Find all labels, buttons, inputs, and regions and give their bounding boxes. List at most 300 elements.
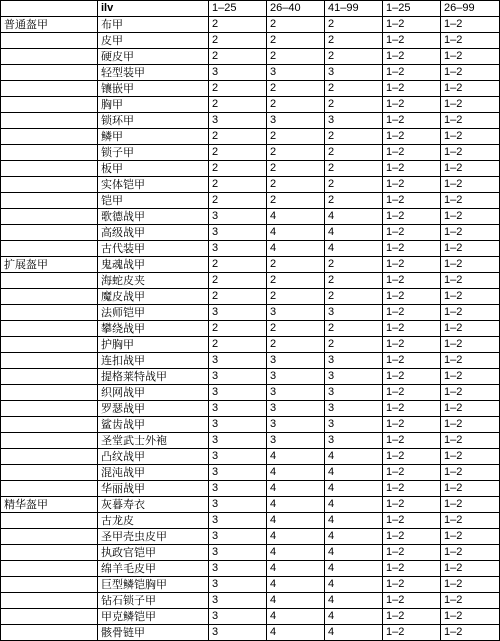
value-cell: 1–2 [441,609,500,625]
header-row [1,1,500,17]
value-cell: 1–2 [441,161,500,177]
table-row [1,369,500,385]
armor-name-cell: 混沌战甲 [98,465,209,481]
table-row [1,113,500,129]
value-cell: 2 [325,17,383,33]
value-cell: 3 [267,369,325,385]
armor-name-cell: 鲨齿战甲 [98,417,209,433]
value-cell: 2 [325,97,383,113]
value-cell: 1–2 [441,65,500,81]
category-cell [1,305,98,321]
category-cell [1,129,98,145]
armor-name-cell: 鬼魂战甲 [98,257,209,273]
value-cell: 2 [267,145,325,161]
value-cell: 2 [209,193,267,209]
category-cell [1,625,98,641]
value-cell: 3 [209,65,267,81]
value-cell: 1–2 [383,353,441,369]
table-row [1,401,500,417]
category-cell: 扩展盔甲 [1,257,98,273]
category-cell [1,465,98,481]
value-cell: 1–2 [383,81,441,97]
value-cell: 1–2 [441,593,500,609]
value-cell: 4 [267,545,325,561]
header-range-5: 26–99 [441,1,500,17]
value-cell: 4 [267,561,325,577]
value-cell: 2 [325,321,383,337]
value-cell: 2 [325,273,383,289]
value-cell: 1–2 [383,545,441,561]
value-cell: 2 [209,257,267,273]
armor-name-cell: 巨型鳞铠胸甲 [98,577,209,593]
category-cell [1,385,98,401]
value-cell: 1–2 [441,33,500,49]
category-cell [1,481,98,497]
value-cell: 1–2 [441,465,500,481]
value-cell: 3 [209,545,267,561]
value-cell: 4 [267,497,325,513]
value-cell: 1–2 [441,177,500,193]
armor-name-cell: 攀绕战甲 [98,321,209,337]
value-cell: 4 [267,609,325,625]
value-cell: 3 [209,593,267,609]
value-cell: 2 [267,273,325,289]
category-cell [1,33,98,49]
value-cell: 1–2 [441,433,500,449]
armor-name-cell: 圣甲壳虫皮甲 [98,529,209,545]
value-cell: 3 [209,529,267,545]
value-cell: 2 [267,321,325,337]
category-cell [1,401,98,417]
table-row [1,241,500,257]
category-cell [1,209,98,225]
value-cell: 3 [209,401,267,417]
category-cell [1,49,98,65]
value-cell: 2 [209,49,267,65]
value-cell: 3 [209,385,267,401]
table-row [1,449,500,465]
header-category [1,1,98,17]
value-cell: 1–2 [383,97,441,113]
value-cell: 4 [325,561,383,577]
value-cell: 1–2 [441,17,500,33]
value-cell: 4 [325,465,383,481]
table-row [1,561,500,577]
value-cell: 4 [267,625,325,641]
value-cell: 1–2 [383,401,441,417]
value-cell: 1–2 [441,497,500,513]
table-row [1,289,500,305]
value-cell: 4 [325,497,383,513]
value-cell: 1–2 [441,321,500,337]
armor-name-cell: 锁环甲 [98,113,209,129]
armor-name-cell: 歌德战甲 [98,209,209,225]
value-cell: 3 [267,401,325,417]
value-cell: 2 [267,161,325,177]
value-cell: 1–2 [383,449,441,465]
table-row [1,273,500,289]
value-cell: 2 [209,289,267,305]
value-cell: 1–2 [441,129,500,145]
value-cell: 4 [325,577,383,593]
armor-name-cell: 华丽战甲 [98,481,209,497]
value-cell: 4 [267,529,325,545]
armor-name-cell: 连扣战甲 [98,353,209,369]
category-cell [1,353,98,369]
value-cell: 2 [325,49,383,65]
category-cell [1,241,98,257]
value-cell: 1–2 [383,161,441,177]
armor-name-cell: 板甲 [98,161,209,177]
value-cell: 1–2 [441,97,500,113]
value-cell: 2 [209,161,267,177]
table-row [1,545,500,561]
value-cell: 2 [267,177,325,193]
value-cell: 1–2 [383,129,441,145]
value-cell: 3 [209,449,267,465]
table-row [1,321,500,337]
value-cell: 1–2 [383,481,441,497]
value-cell: 2 [209,177,267,193]
value-cell: 3 [209,609,267,625]
table-row [1,385,500,401]
value-cell: 3 [325,305,383,321]
value-cell: 1–2 [441,81,500,97]
category-cell [1,417,98,433]
value-cell: 3 [209,241,267,257]
value-cell: 3 [209,353,267,369]
value-cell: 1–2 [441,561,500,577]
value-cell: 4 [267,481,325,497]
value-cell: 1–2 [383,257,441,273]
value-cell: 1–2 [441,241,500,257]
armor-name-cell: 执政官铠甲 [98,545,209,561]
value-cell: 3 [209,561,267,577]
value-cell: 2 [325,193,383,209]
value-cell: 3 [325,65,383,81]
value-cell: 4 [267,593,325,609]
value-cell: 4 [267,225,325,241]
value-cell: 3 [209,465,267,481]
armor-name-cell: 罗瑟战甲 [98,401,209,417]
value-cell: 1–2 [441,529,500,545]
armor-name-cell: 钻石锁子甲 [98,593,209,609]
category-cell [1,609,98,625]
value-cell: 2 [325,177,383,193]
armor-name-cell: 鳞甲 [98,129,209,145]
value-cell: 1–2 [383,385,441,401]
value-cell: 3 [209,625,267,641]
value-cell: 3 [267,433,325,449]
category-cell: 普通盔甲 [1,17,98,33]
armor-name-cell: 凸纹战甲 [98,449,209,465]
table-row [1,433,500,449]
value-cell: 1–2 [441,577,500,593]
value-cell: 3 [325,433,383,449]
table-row [1,161,500,177]
header-range-1: 1–25 [209,1,267,17]
value-cell: 4 [325,481,383,497]
header-item-level: ilv [98,1,209,17]
value-cell: 1–2 [441,209,500,225]
table-row [1,209,500,225]
armor-name-cell: 实体铠甲 [98,177,209,193]
value-cell: 3 [209,209,267,225]
table-row [1,625,500,641]
value-cell: 1–2 [441,353,500,369]
value-cell: 1–2 [441,113,500,129]
value-cell: 2 [209,17,267,33]
armor-name-cell: 提格莱特战甲 [98,369,209,385]
category-cell [1,289,98,305]
value-cell: 4 [325,625,383,641]
value-cell: 1–2 [383,369,441,385]
value-cell: 2 [267,81,325,97]
value-cell: 1–2 [383,193,441,209]
value-cell: 1–2 [441,401,500,417]
value-cell: 1–2 [441,49,500,65]
table-row [1,49,500,65]
value-cell: 1–2 [383,625,441,641]
value-cell: 2 [325,337,383,353]
value-cell: 3 [209,433,267,449]
value-cell: 3 [267,65,325,81]
value-cell: 1–2 [383,289,441,305]
value-cell: 1–2 [441,273,500,289]
value-cell: 1–2 [383,417,441,433]
table-row [1,529,500,545]
category-cell [1,593,98,609]
category-cell [1,273,98,289]
category-cell [1,97,98,113]
armor-name-cell: 铠甲 [98,193,209,209]
value-cell: 1–2 [383,465,441,481]
value-cell: 3 [325,353,383,369]
table-row [1,497,500,513]
table-row [1,609,500,625]
category-cell [1,369,98,385]
table-row [1,17,500,33]
value-cell: 1–2 [383,49,441,65]
value-cell: 1–2 [383,433,441,449]
value-cell: 1–2 [383,321,441,337]
value-cell: 1–2 [441,305,500,321]
armor-name-cell: 硬皮甲 [98,49,209,65]
value-cell: 2 [209,33,267,49]
armor-name-cell: 古龙皮 [98,513,209,529]
value-cell: 1–2 [383,65,441,81]
value-cell: 1–2 [383,513,441,529]
table-row [1,97,500,113]
category-cell [1,561,98,577]
table-row [1,193,500,209]
value-cell: 3 [209,417,267,433]
table-row [1,129,500,145]
category-cell [1,577,98,593]
category-cell [1,177,98,193]
value-cell: 4 [267,241,325,257]
header-range-4: 1–25 [383,1,441,17]
table-row [1,305,500,321]
value-cell: 2 [267,33,325,49]
value-cell: 2 [325,161,383,177]
value-cell: 2 [267,337,325,353]
table-row [1,593,500,609]
table-row [1,65,500,81]
value-cell: 1–2 [441,289,500,305]
armor-name-cell: 高级战甲 [98,225,209,241]
value-cell: 2 [209,145,267,161]
value-cell: 1–2 [441,449,500,465]
value-cell: 1–2 [441,257,500,273]
value-cell: 3 [209,225,267,241]
category-cell [1,529,98,545]
value-cell: 1–2 [441,369,500,385]
value-cell: 3 [325,369,383,385]
armor-name-cell: 圣堂武士外袍 [98,433,209,449]
table-row [1,417,500,433]
armor-name-cell: 海蛇皮夹 [98,273,209,289]
value-cell: 1–2 [383,497,441,513]
category-cell [1,65,98,81]
value-cell: 2 [209,321,267,337]
category-cell [1,433,98,449]
armor-name-cell: 绵羊毛皮甲 [98,561,209,577]
armor-name-cell: 护胸甲 [98,337,209,353]
value-cell: 4 [325,241,383,257]
value-cell: 3 [267,113,325,129]
value-cell: 1–2 [383,305,441,321]
value-cell: 2 [325,129,383,145]
category-cell [1,193,98,209]
value-cell: 1–2 [383,225,441,241]
value-cell: 3 [325,401,383,417]
table-row [1,465,500,481]
value-cell: 2 [267,49,325,65]
value-cell: 2 [267,129,325,145]
value-cell: 3 [209,305,267,321]
table-row [1,33,500,49]
value-cell: 1–2 [383,145,441,161]
value-cell: 1–2 [441,481,500,497]
table-row [1,225,500,241]
value-cell: 4 [325,529,383,545]
value-cell: 1–2 [383,273,441,289]
value-cell: 3 [209,481,267,497]
armor-name-cell: 魔皮战甲 [98,289,209,305]
value-cell: 3 [267,417,325,433]
value-cell: 1–2 [383,577,441,593]
category-cell [1,321,98,337]
value-cell: 1–2 [383,593,441,609]
armor-name-cell: 古代装甲 [98,241,209,257]
category-cell [1,449,98,465]
value-cell: 3 [209,497,267,513]
table-row [1,81,500,97]
table-row [1,353,500,369]
value-cell: 3 [325,417,383,433]
header-range-2: 26–40 [267,1,325,17]
armor-name-cell: 灰暮寿衣 [98,497,209,513]
category-cell [1,113,98,129]
value-cell: 2 [209,129,267,145]
value-cell: 4 [267,465,325,481]
value-cell: 2 [325,257,383,273]
value-cell: 4 [267,449,325,465]
value-cell: 4 [325,209,383,225]
value-cell: 4 [267,513,325,529]
value-cell: 3 [209,577,267,593]
armor-name-cell: 骸骨链甲 [98,625,209,641]
category-cell [1,225,98,241]
value-cell: 3 [209,369,267,385]
value-cell: 4 [325,609,383,625]
value-cell: 1–2 [383,337,441,353]
value-cell: 1–2 [383,529,441,545]
value-cell: 1–2 [383,209,441,225]
value-cell: 3 [209,113,267,129]
value-cell: 2 [325,81,383,97]
value-cell: 1–2 [383,609,441,625]
table-row [1,145,500,161]
value-cell: 3 [325,385,383,401]
category-cell [1,145,98,161]
category-cell [1,81,98,97]
value-cell: 1–2 [441,337,500,353]
value-cell: 1–2 [441,417,500,433]
value-cell: 4 [325,449,383,465]
value-cell: 2 [325,289,383,305]
table-row [1,513,500,529]
armor-name-cell: 镶嵌甲 [98,81,209,97]
value-cell: 4 [325,545,383,561]
value-cell: 1–2 [441,225,500,241]
header-range-3: 41–99 [325,1,383,17]
value-cell: 1–2 [441,625,500,641]
armor-name-cell: 锁子甲 [98,145,209,161]
value-cell: 2 [209,337,267,353]
value-cell: 1–2 [441,193,500,209]
category-cell [1,513,98,529]
category-cell: 精华盔甲 [1,497,98,513]
table-row [1,337,500,353]
armor-name-cell: 布甲 [98,17,209,33]
table-row [1,257,500,273]
value-cell: 1–2 [383,177,441,193]
category-cell [1,161,98,177]
table-row [1,481,500,497]
value-cell: 3 [267,385,325,401]
value-cell: 2 [267,257,325,273]
value-cell: 2 [325,145,383,161]
value-cell: 1–2 [441,513,500,529]
value-cell: 4 [325,513,383,529]
armor-name-cell: 织网战甲 [98,385,209,401]
value-cell: 1–2 [383,241,441,257]
value-cell: 2 [209,81,267,97]
value-cell: 1–2 [441,385,500,401]
value-cell: 4 [325,225,383,241]
value-cell: 1–2 [383,113,441,129]
value-cell: 2 [267,193,325,209]
value-cell: 2 [209,273,267,289]
value-cell: 2 [267,289,325,305]
category-cell [1,337,98,353]
value-cell: 4 [267,209,325,225]
category-cell [1,545,98,561]
armor-name-cell: 轻型装甲 [98,65,209,81]
value-cell: 4 [267,577,325,593]
